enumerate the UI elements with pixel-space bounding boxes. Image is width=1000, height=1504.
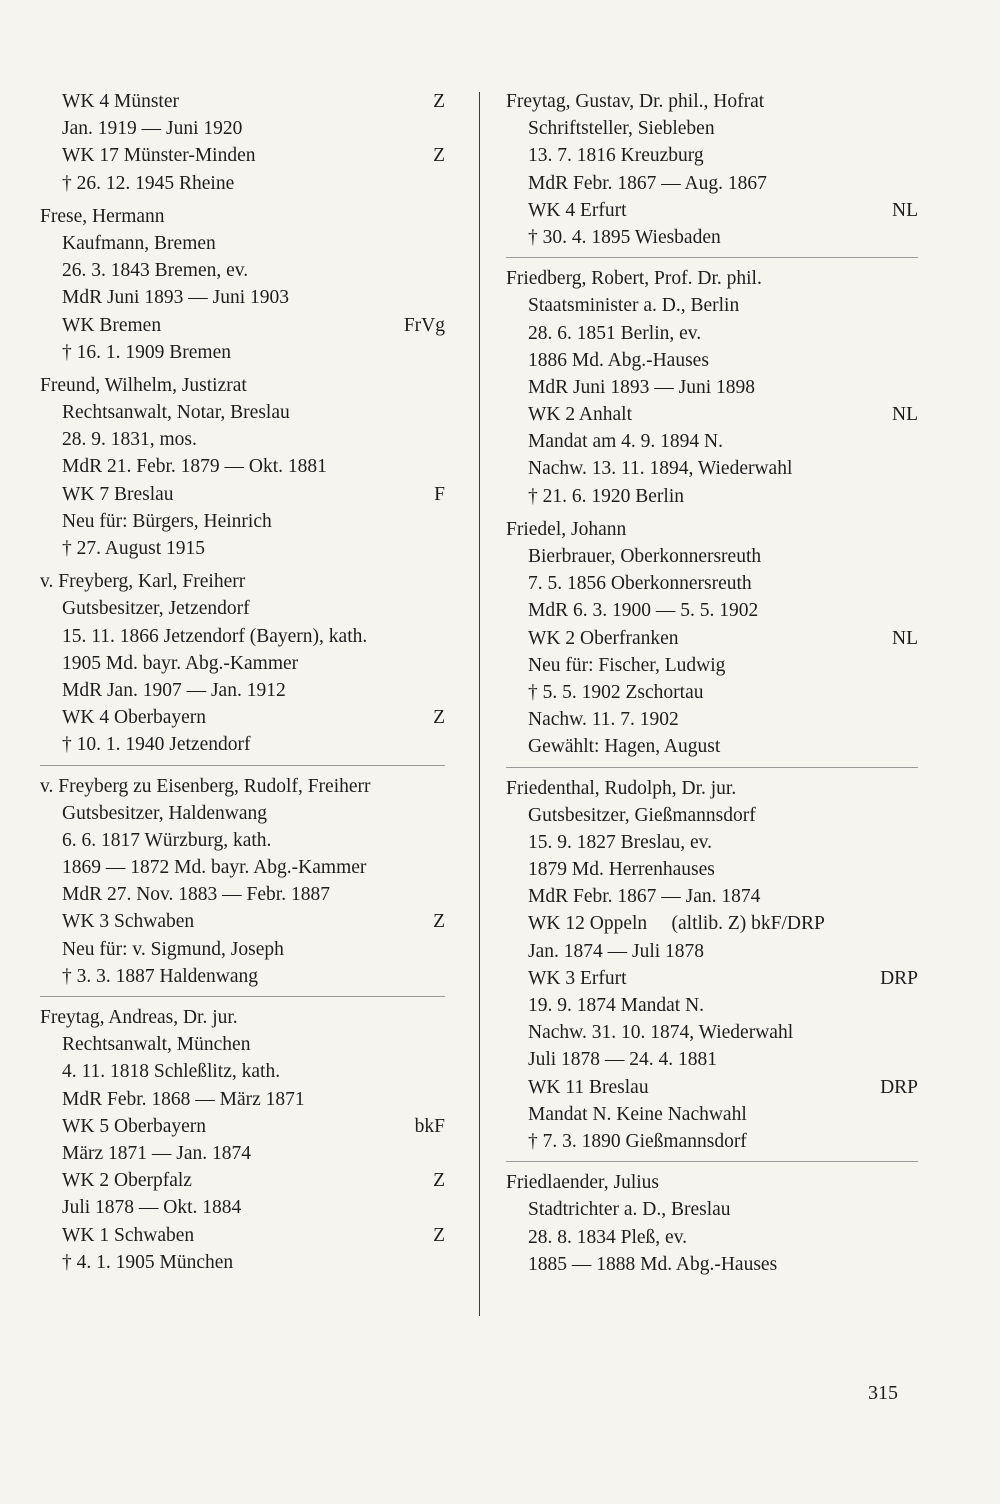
entry-line — [40, 827, 445, 854]
party-abbreviation: NL — [892, 199, 918, 221]
entry-text: Gutsbesitzer, Jetzendorf — [62, 598, 250, 620]
entry-line — [40, 881, 445, 908]
entry-text: Nachw. 11. 7. 1902 — [528, 709, 679, 731]
entry-text: 19. 9. 1874 Mandat N. — [528, 995, 705, 1016]
entry-text: 15. 11. 1866 Jetzendorf (Bayern), kath. — [62, 625, 368, 647]
party-abbreviation: DRP — [880, 1076, 918, 1098]
entry-text: 15. 9. 1827 Breslau, ev. — [528, 831, 712, 853]
entry-text: Friedlaender, Julius — [506, 1172, 660, 1194]
entry-text: 6. 6. 1817 Würzburg, kath. — [62, 829, 272, 851]
entry-name — [506, 516, 918, 543]
entry-text: WK 17 Münster-Minden — [62, 145, 256, 167]
entry-line — [506, 938, 918, 965]
entry-text: 4. 11. 1818 Schleßlitz, kath. — [62, 1061, 281, 1083]
entry-text: 1879 Md. Herrenhauses — [528, 859, 715, 881]
entry-line — [40, 704, 445, 731]
entry-text: Freund, Wilhelm, Justizrat — [40, 374, 247, 396]
entry-line — [40, 399, 445, 426]
entry-line — [506, 829, 918, 856]
party-abbreviation: Z — [433, 145, 445, 167]
entry-text: Juli 1878 — Okt. 1884 — [62, 1197, 242, 1219]
entry-text: Freytag, Gustav, Dr. phil., Hofrat — [506, 91, 765, 112]
biography-entry — [506, 88, 918, 251]
biography-entry — [40, 88, 445, 197]
entry-text: Friedel, Johann — [506, 518, 627, 540]
entry-name — [506, 88, 918, 115]
entry-line — [506, 455, 918, 482]
entry-line — [40, 595, 445, 622]
entry-text: Bierbrauer, Oberkonnersreuth — [528, 546, 762, 567]
entry-text: † 21. 6. 1920 Berlin — [528, 485, 684, 507]
entry-line — [506, 733, 918, 760]
entry-text: WK 7 Breslau — [62, 483, 174, 505]
entry-text: † 3. 3. 1887 Haldenwang — [62, 965, 259, 987]
entry-text: 28. 8. 1834 Pleß, ev. — [528, 1226, 688, 1248]
party-abbreviation: FrVg — [403, 314, 445, 336]
entry-line — [506, 320, 918, 347]
biography-entry — [40, 372, 445, 562]
entry-name — [40, 568, 445, 595]
entry-text: 1869 — 1872 Md. bayr. Abg.-Kammer — [62, 857, 367, 879]
entry-name — [40, 88, 445, 115]
entry-text: März 1871 — Jan. 1874 — [62, 1142, 252, 1164]
entry-line — [40, 142, 445, 169]
entry-name — [506, 1169, 918, 1196]
entry-line — [506, 115, 918, 142]
entry-text: Neu für: Fischer, Ludwig — [528, 654, 726, 676]
party-abbreviation: Z — [433, 707, 445, 729]
entry-text: MdR Febr. 1867 — Aug. 1867 — [528, 172, 767, 194]
entry-line — [506, 347, 918, 374]
entry-line — [506, 992, 918, 1019]
entry-line — [40, 963, 445, 990]
entry-line — [40, 535, 445, 562]
entry-text: MdR 6. 3. 1900 — 5. 5. 1902 — [528, 600, 759, 622]
entry-name — [40, 1004, 445, 1031]
entry-line — [506, 428, 918, 455]
entry-text: WK 4 Erfurt — [528, 199, 627, 221]
entry-text: WK 3 Schwaben — [62, 911, 195, 933]
entry-text: Stadtrichter a. D., Breslau — [528, 1199, 731, 1221]
entry-text: Nachw. 13. 11. 1894, Wiederwahl — [528, 458, 793, 480]
entry-name — [40, 773, 445, 800]
entry-name — [506, 265, 918, 292]
entry-line — [506, 625, 918, 652]
entry-text: † 10. 1. 1940 Jetzendorf — [62, 734, 251, 756]
party-abbreviation: Z — [433, 91, 445, 112]
entry-name — [506, 775, 918, 802]
entry-text: MdR 27. Nov. 1883 — Febr. 1887 — [62, 884, 330, 906]
biography-entry — [40, 996, 445, 1276]
entry-line — [40, 1222, 445, 1249]
biography-entry — [506, 767, 918, 1156]
entry-line — [506, 1101, 918, 1128]
entry-text: Freytag, Andreas, Dr. jur. — [40, 1007, 238, 1028]
entry-text: Friedenthal, Rudolph, Dr. jur. — [506, 777, 737, 799]
entry-text: Jan. 1874 — Juli 1878 — [528, 940, 705, 962]
entry-text: WK 5 Oberbayern — [62, 1115, 207, 1137]
entry-text: 7. 5. 1856 Oberkonnersreuth — [528, 573, 752, 595]
entry-line — [40, 800, 445, 827]
party-abbreviation: Z — [433, 1170, 445, 1192]
right-column — [506, 88, 918, 1278]
entry-line — [506, 197, 918, 224]
entry-text: Mandat am 4. 9. 1894 N. — [528, 431, 723, 453]
entry-text: Gutsbesitzer, Gießmannsdorf — [528, 804, 756, 826]
entry-line — [40, 1194, 445, 1221]
entry-line — [40, 170, 445, 197]
entry-name — [40, 203, 445, 230]
entry-text: Gutsbesitzer, Haldenwang — [62, 802, 267, 824]
entry-text: † 16. 1. 1909 Bremen — [62, 341, 231, 363]
biography-entry — [40, 203, 445, 366]
entry-text: 13. 7. 1816 Kreuzburg — [528, 145, 704, 167]
party-abbreviation: F — [434, 483, 445, 505]
party-abbreviation: DRP — [880, 967, 918, 989]
entry-line — [506, 883, 918, 910]
entry-text: WK 2 Oberpfalz — [62, 1170, 192, 1192]
entry-text: v. Freyberg zu Eisenberg, Rudolf, Freiherr — [40, 775, 371, 797]
entry-text: Neu für: Bürgers, Heinrich — [62, 510, 272, 532]
entry-line — [40, 339, 445, 366]
entry-line — [40, 426, 445, 453]
entry-text: WK 4 Münster — [62, 91, 179, 112]
entry-text: MdR Febr. 1868 — März 1871 — [62, 1088, 305, 1110]
entry-text: 1886 Md. Abg.-Hauses — [528, 349, 709, 371]
entry-text: WK 11 Breslau — [528, 1076, 649, 1098]
biography-entry — [506, 257, 918, 510]
entry-line — [40, 284, 445, 311]
biography-entry — [506, 1161, 918, 1278]
entry-line — [506, 1251, 918, 1278]
entry-text: WK 1 Schwaben — [62, 1224, 195, 1246]
entry-text: Staatsminister a. D., Berlin — [528, 295, 740, 317]
party-abbreviation: NL — [892, 627, 918, 649]
biography-entry — [40, 765, 445, 991]
entry-line — [506, 142, 918, 169]
entry-text: MdR Juni 1893 — Juni 1898 — [528, 376, 755, 398]
entry-text: MdR Febr. 1867 — Jan. 1874 — [528, 886, 761, 908]
entry-text: Rechtsanwalt, Notar, Breslau — [62, 402, 290, 424]
entry-text: † 4. 1. 1905 München — [62, 1251, 234, 1273]
entry-text: v. Freyberg, Karl, Freiherr — [40, 571, 246, 593]
entry-text: MdR Jan. 1907 — Jan. 1912 — [62, 679, 286, 701]
entry-line — [40, 453, 445, 480]
entry-text: MdR 21. Febr. 1879 — Okt. 1881 — [62, 456, 327, 478]
entry-line — [506, 1074, 918, 1101]
entry-text: Neu für: v. Sigmund, Joseph — [62, 938, 284, 960]
entry-line — [506, 401, 918, 428]
entry-text: Gewählt: Hagen, August — [528, 736, 721, 758]
page-number: 315 — [868, 1382, 898, 1404]
entry-text: WK 4 Oberbayern — [62, 707, 207, 729]
entry-line — [506, 1019, 918, 1046]
entry-text: † 30. 4. 1895 Wiesbaden — [528, 226, 721, 248]
entry-line — [506, 1046, 918, 1073]
entry-line — [40, 1086, 445, 1113]
entry-line — [40, 908, 445, 935]
entry-line — [506, 652, 918, 679]
entry-line — [506, 679, 918, 706]
entry-line — [40, 1113, 445, 1140]
entry-text: Nachw. 31. 10. 1874, Wiederwahl — [528, 1022, 794, 1044]
entry-line — [40, 623, 445, 650]
entry-line — [506, 1224, 918, 1251]
entry-line — [506, 543, 918, 570]
entry-line — [506, 224, 918, 251]
entry-text: Kaufmann, Bremen — [62, 232, 216, 254]
entry-text: † 7. 3. 1890 Gießmannsdorf — [528, 1130, 747, 1152]
entry-line — [506, 374, 918, 401]
party-abbreviation: Z — [433, 1224, 445, 1246]
entry-line — [40, 508, 445, 535]
party-abbreviation: Z — [433, 911, 445, 933]
entry-text: WK 2 Oberfranken — [528, 627, 679, 649]
biography-entry — [40, 568, 445, 758]
entry-line — [506, 965, 918, 992]
entry-line — [40, 854, 445, 881]
entry-text: 1905 Md. bayr. Abg.-Kammer — [62, 652, 299, 674]
entry-text: Frese, Hermann — [40, 205, 165, 227]
entry-line — [40, 312, 445, 339]
entry-text: MdR Juni 1893 — Juni 1903 — [62, 287, 289, 309]
entry-text: Mandat N. Keine Nachwahl — [528, 1103, 747, 1125]
entry-line — [40, 677, 445, 704]
entry-line — [506, 170, 918, 197]
entry-line — [506, 483, 918, 510]
entry-line — [506, 597, 918, 624]
entry-line — [40, 1249, 445, 1276]
entry-line — [40, 936, 445, 963]
party-abbreviation: bkF — [414, 1115, 445, 1137]
entry-line — [506, 802, 918, 829]
entry-text: WK Bremen — [62, 314, 162, 336]
entry-text: WK 2 Anhalt — [528, 404, 632, 426]
entry-line — [40, 650, 445, 677]
entry-text: Juli 1878 — 24. 4. 1881 — [528, 1049, 718, 1071]
entry-text: Schriftsteller, Siebleben — [528, 118, 715, 140]
entry-line — [40, 481, 445, 508]
entry-text: WK 12 Oppeln (altlib. Z) bkF/DRP — [528, 913, 825, 935]
entry-line — [40, 115, 445, 142]
entry-text: 1885 — 1888 Md. Abg.-Hauses — [528, 1253, 778, 1275]
entry-line — [506, 1128, 918, 1155]
entry-text: † 26. 12. 1945 Rheine — [62, 172, 235, 194]
entry-line — [506, 292, 918, 319]
entry-text: Jan. 1919 — Juni 1920 — [62, 118, 243, 140]
entry-line — [506, 910, 918, 937]
entry-line — [40, 230, 445, 257]
entry-line — [40, 1167, 445, 1194]
entry-line — [40, 1031, 445, 1058]
entry-line — [40, 1140, 445, 1167]
entry-line — [40, 1058, 445, 1085]
left-column — [40, 88, 445, 1276]
entry-line — [506, 706, 918, 733]
party-abbreviation: NL — [892, 404, 918, 426]
entry-line — [506, 856, 918, 883]
entry-text: † 27. August 1915 — [62, 538, 206, 559]
entry-line — [506, 1196, 918, 1223]
entry-text: 26. 3. 1843 Bremen, ev. — [62, 260, 249, 282]
entry-text: Rechtsanwalt, München — [62, 1034, 251, 1056]
biography-entry — [506, 516, 918, 761]
entry-line — [506, 570, 918, 597]
entry-text: Friedberg, Robert, Prof. Dr. phil. — [506, 268, 762, 290]
entry-name — [40, 372, 445, 399]
entry-text: WK 3 Erfurt — [528, 967, 627, 989]
entry-line — [40, 731, 445, 758]
entry-text: 28. 9. 1831, mos. — [62, 429, 197, 451]
entry-text: 28. 6. 1851 Berlin, ev. — [528, 322, 702, 344]
entry-text: † 5. 5. 1902 Zschortau — [528, 681, 704, 703]
entry-line — [40, 257, 445, 284]
column-divider — [479, 92, 480, 1316]
